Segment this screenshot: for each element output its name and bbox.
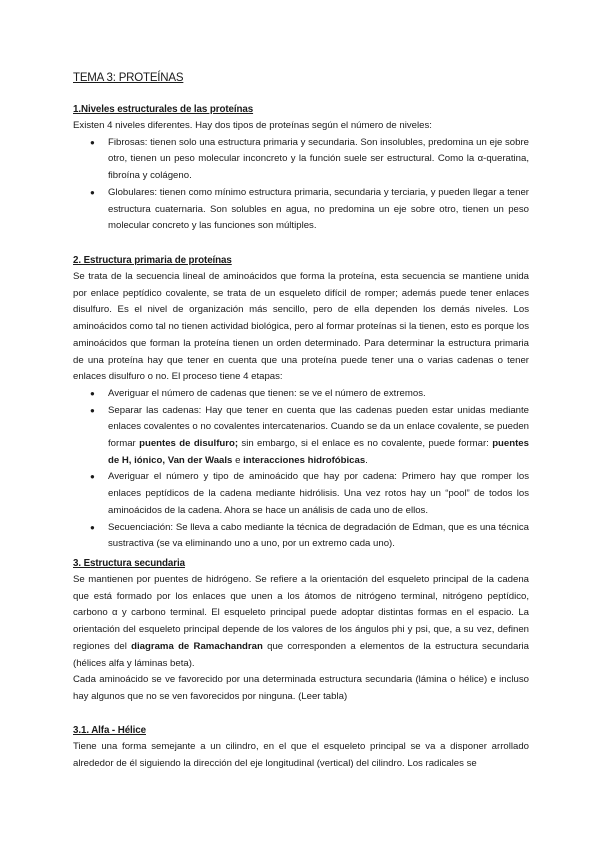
section-estructura-primaria <box>73 252 529 553</box>
page-title: TEMA 3: PROTEÍNAS <box>73 72 184 84</box>
section-heading: 1.Niveles estructurales de las proteínas <box>73 104 254 115</box>
section-niveles <box>73 101 529 235</box>
list-item: ● Averiguar el número y tipo de aminoácido que hay por cadena: Primero hay que romper los enlaces peptídicos de la cadena mediante hidrólisis. Una vez rotos hay un “pool” de todos los aminoácidos de la cadena. Ahora se hace un análisis de cada uno de ellos. <box>90 471 529 516</box>
bold-term: puentes de disulfuro; <box>139 438 239 450</box>
paragraph: Cada aminoácido se ve favorecido por una determinada estructura secundaria (lámina o hélice) e incluso hay algunos que no se ven favorecidos por ninguna. (Leer tabla) <box>73 674 529 702</box>
bold-term: diagrama de Ramachandran <box>131 640 263 652</box>
list-item: ● Secuenciación: Se lleva a cabo mediante la técnica de degradación de Edman, que es una técnica sustractiva (se va eliminando uno a uno, por un extremo cada uno). <box>90 521 529 550</box>
list-item: ● Averiguar el número de cadenas que tienen: se ve el número de extremos. <box>73 386 529 403</box>
bullet-icon: ● <box>90 522 95 532</box>
section-heading: 3. Estructura secundaria <box>73 558 185 569</box>
bullet-list <box>73 386 529 553</box>
bullet-icon: ● <box>90 187 95 197</box>
list-item: ● Fibrosas: tienen solo una estructura primaria y secundaria. Son insolubles, predomina un eje sobre otro, tienen un peso molecular inconcreto y la función suele ser estructural. Como la α-queratina, fibroína y colágeno. <box>90 136 529 182</box>
bullet-icon: ● <box>90 137 95 147</box>
paragraph: Se mantienen por puentes de hidrógeno. Se refiere a la orientación del esqueleto principal de la cadena que está formado por los enlaces que unen a los átomos de nitrógeno terminal, nitrógeno peptídico, carbono α y carbono terminal. El esqueleto principal puede adoptar distintas formas en el espacio. La orientación del esqueleto principal depende de los valores de los ángulos phi y psi, que, a su vez, definen regiones del diagrama de Ramachandran que corresponden a elementos de la estructura secundaria (hélices alfa y láminas beta). <box>73 574 529 669</box>
list-item: ● Separar las cadenas: Hay que tener en cuenta que las cadenas pueden estar unidas mediante enlaces covalentes o no covalentes intercatenarios. Cuando se da un enlace covalente, se pueden formar puentes de disulfuro; sin embargo, si el enlace es no covalente, puede formar: puentes de H, iónico, Van der Waals e interacciones hidrofóbicas. <box>90 404 529 466</box>
section-heading: 2. Estructura primaria de proteínas <box>73 255 232 266</box>
paragraph: Se trata de la secuencia lineal de aminoácidos que forma la proteína, esta secuencia se mantiene unida por enlace peptídico covalente, se trata de un esqueleto difícil de romper; además puede tener enlaces disulfuro. Es el nivel de organización más sencillo, pero de ella dependen los demás niveles. Los aminoácidos como tal no tienen actividad biológica, pero al formar proteínas si la tienen, esto es porque los aminoácidos que forman la proteína tienen un orden determinado. Para determinar la estructura primaria de una proteína hay que tener en cuenta que una proteína puede tener una o varias cadenas o tener enlaces disulfuro o no. El proceso tiene 4 etapas: <box>73 271 529 383</box>
paragraph: Existen 4 niveles diferentes. Hay dos tipos de proteínas según el número de niveles: <box>73 120 432 131</box>
bullet-icon: ● <box>90 405 95 415</box>
paragraph: Tiene una forma semejante a un cilindro, en el que el esqueleto principal se va a disponer arrollado alrededor de él siguiendo la dirección del eje longitudinal (vertical) del cilindro. Los radicales se <box>73 741 529 769</box>
bold-term: interacciones hidrofóbicas <box>243 454 366 466</box>
bullet-icon: ● <box>90 388 95 398</box>
section-alfa-helice <box>73 722 529 772</box>
section-heading: 3.1. Alfa - Hélice <box>73 725 146 736</box>
bullet-icon: ● <box>90 472 95 482</box>
section-estructura-secundaria <box>73 555 529 706</box>
bold-term: puentes de H, iónico, Van der Waals <box>108 438 529 466</box>
bullet-list <box>73 135 529 235</box>
list-item: ● Globulares: tienen como mínimo estructura primaria, secundaria y terciaria, y pueden llegar a tener estructura cuaternaria. Son solubles en agua, no predomina un eje sobre otro, tienen un peso molecular concreto y las funciones son múltiples. <box>90 186 529 232</box>
